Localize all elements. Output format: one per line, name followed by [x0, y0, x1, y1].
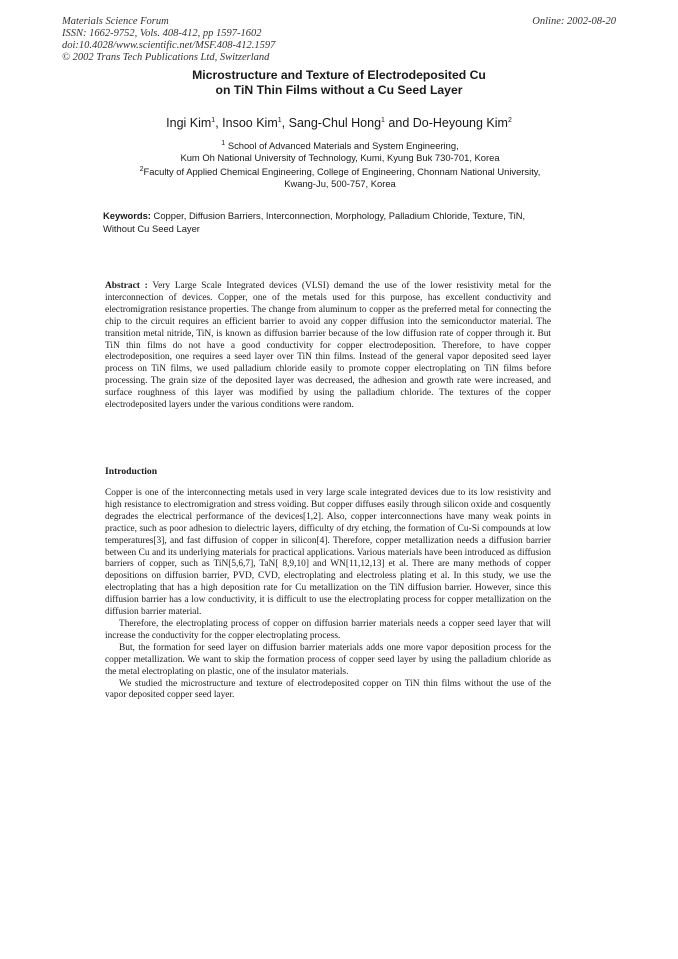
author-list: [0, 116, 678, 130]
author-name: Ingi Kim: [166, 116, 212, 130]
author-name: Insoo Kim: [222, 116, 278, 130]
keywords-block: [103, 210, 551, 235]
author-separator: ,: [281, 116, 289, 130]
keywords-label: Keywords:: [103, 210, 151, 221]
introduction-body: [105, 488, 551, 702]
introduction-paragraph: But, the formation for seed layer on diffusion barrier materials adds one more vapor deposition process for the copper metallization. We want to skip the formation process of copper seed layer by using the palladium chloride as the metal electroplating on plastic, one of the insulator materials.: [105, 642, 551, 677]
introduction-heading: Introduction: [105, 466, 158, 477]
author-affil-sup: 1: [211, 116, 216, 124]
abstract-label: Abstract :: [105, 281, 148, 291]
issn-line: ISSN: 1662-9752, Vols. 408-412, pp 1597-1602: [62, 28, 262, 39]
journal-name: Materials Science Forum: [62, 16, 169, 27]
doi-link[interactable]: doi:10.4028/www.scientific.net/MSF.408-412.1597: [62, 40, 276, 51]
author-affil-sup: 1: [277, 116, 282, 124]
affiliation-1-line-1: School of Advanced Materials and System Engineering,: [227, 140, 459, 151]
introduction-paragraph: Copper is one of the interconnecting metals used in very large scale integrated devices due to its low resistivity and high resistance to electromigration and stress voiding. But copper diffuses easily through silicon oxide and cosquently degrades the electrical performance of the devices[1,2]. Also, copper interconnections have many weak points in practice, such as poor adhesion to dielectric layers, difficulty of dry etching, the formation of Cu-Si compounds at low temperatures[3], and fast diffusion of copper in silicon[4]. Therefore, copper metallization needs a diffusion barrier between Cu and its underlying materials for practical applications. Various materials have been introduced as diffusion barriers of copper, such as TiN[5,6,7], TaN[ 8,9,10] and WN[11,12,13] et al. There are many methods of copper depositions on diffusion barrier, PVD, CVD, electroplating and electroless plating et al. In this study, we use the electroplating that has a high deposition rate for Cu metallization on the TiN diffusion barrier. However, since this diffusion barrier has a low conductivity, it is difficult to use the electroplating process for copper metallization on the diffusion barrier material.: [105, 488, 551, 618]
copyright-line: © 2002 Trans Tech Publications Ltd, Switzerland: [62, 52, 270, 63]
abstract-block: [105, 281, 551, 412]
affiliation-1-line-2: Kum Oh National University of Technology, Kumi, Kyung Buk 730-701, Korea: [180, 152, 500, 164]
introduction-paragraph: Therefore, the electroplating process of copper on diffusion barrier materials needs a copper seed layer that will increase the conductivity for the copper electroplating process.: [105, 618, 551, 641]
affiliation-2-line-1: Faculty of Applied Chemical Engineering, College of Engineering, Chonnam National University,: [143, 166, 541, 177]
author-affil-sup: 1: [381, 116, 385, 124]
author-name: Do-Heyoung Kim: [412, 116, 508, 130]
title-line-1: Microstructure and Texture of Electrodeposited Cu: [192, 68, 486, 82]
affiliation-2: [100, 166, 580, 190]
keywords-text: Copper, Diffusion Barriers, Interconnection, Morphology, Palladium Chloride, Texture, TiN, Without Cu Seed Layer: [103, 210, 526, 234]
affiliation-2-sup: 2: [139, 165, 144, 173]
introduction-paragraph: We studied the microstructure and texture of electrodeposited copper on TiN thin films without the use of the vapor deposited copper seed layer.: [105, 678, 551, 701]
author-affil-sup: 2: [507, 116, 512, 124]
abstract-text: Very Large Scale Integrated devices (VLSI) demand the use of the lower resistivity metal for the interconnection of devices. Copper, one of the metals used for this purpose, has excellent conductivity and electromigration resistance properties. The change from aluminum to copper as the preferred metal for connecting the chip to the circuit requires an efficient barrier to avoid any copper diffusion into the semiconductor material. The transition metal nitride, TiN, is known as diffusion barrier because of the low diffusion rate of copper through it. But TiN thin films do not have a good conductivity for copper electrodeposition. Therefore, to have copper electrodeposition, one requires a seed layer over TiN thin films. Instead of the general vapor deposited seed layer process on TiN films, we used palladium chloride easily to promote copper electroplating on TiN films before processing. The grain size of the deposited layer was decreased, the adhesion and growth rate were increased, and surface roughness of this layer was modified by using the palladium chloride. The textures of the copper electrodeposited layers under the various conditions were random.: [105, 281, 551, 411]
publication-info: [62, 16, 275, 64]
affiliation-1-sup: 1: [221, 139, 226, 147]
title-line-2: on TiN Thin Films without a Cu Seed Layer: [215, 83, 463, 97]
affiliation-1: [100, 140, 580, 164]
author-separator: ,: [215, 116, 223, 130]
author-name: Sang-Chul Hong: [288, 116, 382, 130]
author-separator: and: [384, 116, 413, 130]
affiliation-2-line-2: Kwang-Ju, 500-757, Korea: [284, 178, 396, 190]
paper-title: [0, 68, 678, 98]
online-date: Online: 2002-08-20: [532, 16, 616, 27]
